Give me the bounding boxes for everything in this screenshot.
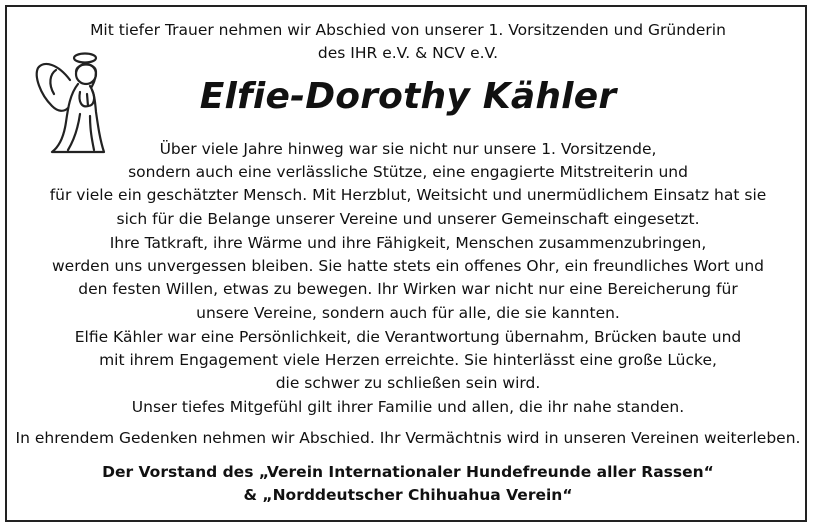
paragraph-line: sondern auch eine verlässliche Stütze, eine engagierte Mitstreiterin und [128, 163, 688, 182]
paragraph-line: Unser tiefes Mitgefühl gilt ihrer Familie und allen, die ihr nahe standen. [131, 397, 685, 416]
signature-line-1: Der Vorstand des „Verein Internationaler Hundefreunde aller Rassen“ [102, 463, 714, 481]
paragraph-1 [0, 138, 816, 231]
deceased-name: Elfie-Dorothy Kähler [199, 76, 617, 117]
paragraph-line: werden uns unvergessen bleiben. Sie hatte stets ein offenes Ohr, ein freundliches Wort und [52, 257, 764, 276]
paragraph-line: die schwer zu schließen sein wird. [275, 374, 541, 393]
paragraph-line: Über viele Jahre hinweg war sie nicht nur unsere 1. Vorsitzende, [159, 140, 657, 158]
paragraph-line: mit ihrem Engagement viele Herzen erreichte. Sie hinterlässt eine große Lücke, [99, 351, 717, 370]
paragraph-line: sich für die Belange unserer Vereine und unserer Gemeinschaft eingesetzt. [116, 209, 700, 228]
paragraph-line: unsere Vereine, sondern auch für alle, die sie kannten. [196, 303, 620, 322]
paragraph-line: Elfie Kähler war eine Persönlichkeit, die Verantwortung übernahm, Brücken baute und [74, 328, 742, 346]
signature [0, 461, 816, 507]
paragraph-line: den festen Willen, etwas zu bewegen. Ihr Wirken war nicht nur eine Bereicherung für [78, 280, 738, 299]
paragraph-line: für viele ein geschätzter Mensch. Mit Herzblut, Weitsicht und unermüdlichem Einsatz hat sie [49, 186, 767, 205]
closing-line: In ehrendem Gedenken nehmen wir Abschied. Ihr Vermächtnis wird in unseren Vereinen weiterleben. [15, 429, 801, 447]
intro-line-2: des IHR e.V. & NCV e.V. [317, 44, 499, 62]
intro-line-1: Mit tiefer Trauer nehmen wir Abschied von unserer 1. Vorsitzenden und Gründerin [90, 21, 726, 39]
signature-line-2: & „Norddeutscher Chihuahua Verein“ [243, 486, 573, 504]
paragraph-line: Ihre Tatkraft, ihre Wärme und ihre Fähigkeit, Menschen zusammenzubringen, [109, 234, 707, 252]
paragraph-3 [0, 326, 816, 419]
paragraph-2 [0, 232, 816, 325]
